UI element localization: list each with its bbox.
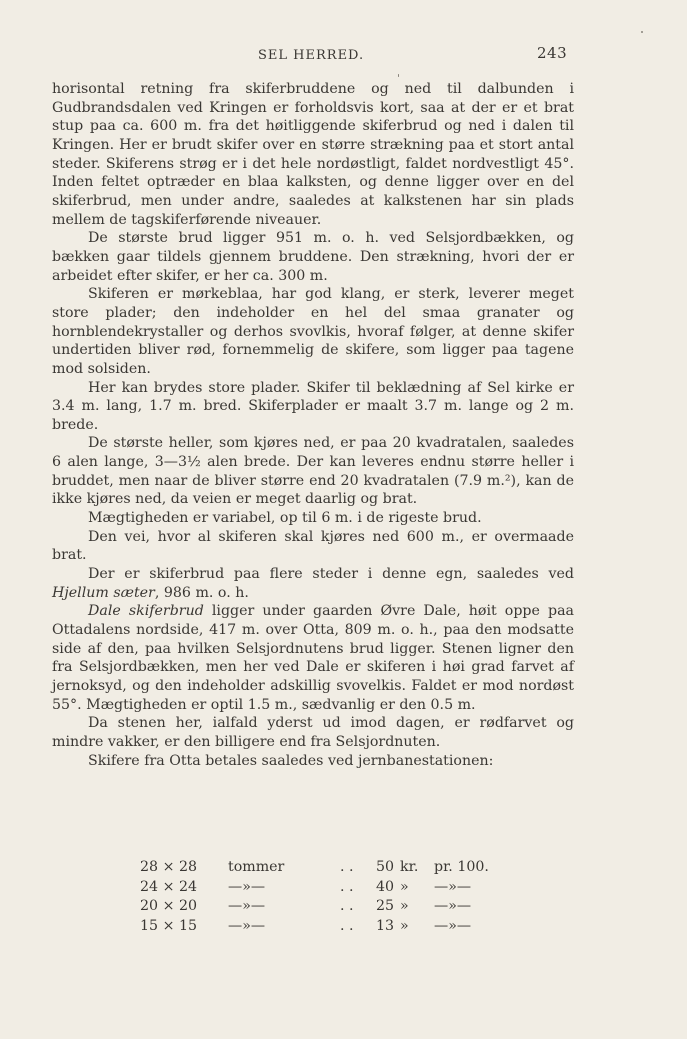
page-number: 243 — [537, 44, 568, 62]
paragraph-text: Skifere fra Otta betales saaledes ved jernbanestationen: — [88, 752, 494, 769]
currency-cell: » — [400, 898, 409, 914]
unit-cell: tommer — [228, 859, 285, 875]
paragraph — [52, 602, 574, 714]
size-cell: 28 × 28 — [140, 859, 198, 875]
paragraph-text: De største heller, som kjøres ned, er paa 20 kvadratalen, saaledes 6 alen lange, 3—3½ alen brede. Der kan leveres endnu større heller i bruddet, men naar de bliver større end 20 kvadratalen (7.9 m.²), kan de ikke kjøres ned, da veien er meget daarlig og brat. — [52, 435, 574, 508]
place-name: Hjellum sæter — [52, 584, 155, 601]
table-row — [140, 858, 494, 878]
paragraph — [52, 434, 574, 509]
quarry-name: Dale skiferbrud — [88, 603, 204, 620]
paragraph — [52, 714, 574, 751]
paragraph-text: Skiferen er mørkeblaa, har god klang, er sterk, leverer meget store plader; den indeholder en hel del smaa granater og hornblendekrystaller og derhos svovlkis, hvoraf følger, at denne skifer undertiden bliver rød, fornemmelig de skifere, som ligger paa tagene mod solsiden. — [52, 286, 574, 377]
running-title: SEL HERRED. — [258, 48, 365, 63]
paragraph-text: , 986 m. o. h. — [154, 584, 249, 601]
price-cell: 50 — [375, 859, 394, 875]
paragraph-text: horisontal retning fra skiferbruddene og ned til dalbunden i Gudbrandsdalen ved Kringen er forholdsvis kort, saa at der er et brat stup paa ca. 600 m. fra det høitliggende skiferbrud og ned i dalen til Kringen. Her er brudt skifer over en større strækning paa et stort antal steder. Skiferens strøg er i det hele nordøstligt, faldet nordvestligt 45°. Inden feltet optræder en blaa kalksten, og denne ligger over en del skiferbrud, men under andre, saaledes at kalkstenen har sin plads mellem de tagskiferførende niveauer. — [52, 81, 574, 228]
currency-cell: » — [400, 917, 409, 934]
paragraph — [52, 379, 574, 435]
paragraph — [52, 80, 574, 229]
size-cell: 15 × 15 — [140, 917, 198, 934]
paragraph — [52, 509, 574, 528]
leader-dots: . . — [340, 859, 354, 875]
unit-cell: —»— — [228, 878, 266, 895]
unit-cell: —»— — [228, 898, 266, 914]
paper-speck — [398, 74, 399, 77]
paragraph — [52, 752, 574, 771]
paragraph-text: ligger under gaarden Øvre Dale, høit oppe paa Ottadalens nordside, 417 m. over Otta, 809 m. o. h., paa den modsatte side af den, paa hvilken Selsjordnutens brud ligger. Stenen ligner den fra Selsjordbækken, men her ved Dale er skiferen i høi grad farvet af jernoksyd, og den indeholder adskillig svovelkis. Faldet er mod nordøst 55°. Mægtigheden er optil 1.5 m., sædvanlig er den 0.5 m. — [52, 603, 574, 713]
paragraph-text: Da stenen her, ialfald yderst ud imod dagen, er rødfarvet og mindre vakker, er den billigere end fra Selsjordnuten. — [52, 715, 574, 750]
page-header — [0, 44, 687, 68]
leader-dots: . . — [340, 898, 354, 914]
paragraph-text: Her kan brydes store plader. Skifer til beklædning af Sel kirke er 3.4 m. lang, 1.7 m. bred. Skiferplader er maalt 3.7 m. lange og 2 m. brede. — [52, 379, 574, 433]
paragraph — [52, 229, 574, 285]
table-row — [140, 878, 494, 898]
price-table — [140, 858, 494, 936]
paragraph — [52, 285, 574, 378]
per-cell: —»— — [434, 878, 472, 895]
paper-speck — [641, 31, 643, 33]
size-cell: 24 × 24 — [140, 878, 198, 895]
size-cell: 20 × 20 — [140, 898, 198, 914]
currency-cell: » — [400, 878, 409, 895]
paragraph-text: Mægtigheden er variabel, op til 6 m. i de rigeste brud. — [88, 510, 482, 527]
per-cell: pr. 100. — [434, 859, 489, 875]
leader-dots: . . — [340, 878, 354, 895]
per-cell: —»— — [434, 898, 472, 914]
unit-cell: —»— — [228, 917, 266, 934]
currency-cell: kr. — [400, 859, 419, 875]
paragraph-text: De største brud ligger 951 m. o. h. ved Selsjordbækken, og bækken gaar tildels gjennem bruddene. Den strækning, hvori der er arbeidet efter skifer, er her ca. 300 m. — [52, 230, 574, 284]
table-row — [140, 897, 494, 917]
price-cell: 40 — [375, 878, 394, 895]
body-text — [52, 80, 574, 770]
paragraph — [52, 565, 574, 602]
paragraph — [52, 528, 574, 565]
table-row — [140, 917, 494, 937]
per-cell: —»— — [434, 917, 472, 934]
price-cell: 13 — [375, 917, 394, 934]
paragraph-text: Der er skiferbrud paa flere steder i denne egn, saaledes ved — [88, 566, 574, 583]
leader-dots: . . — [340, 917, 354, 934]
paragraph-text: Den vei, hvor al skiferen skal kjøres ned 600 m., er overmaade brat. — [52, 528, 574, 564]
price-cell: 25 — [375, 898, 394, 914]
